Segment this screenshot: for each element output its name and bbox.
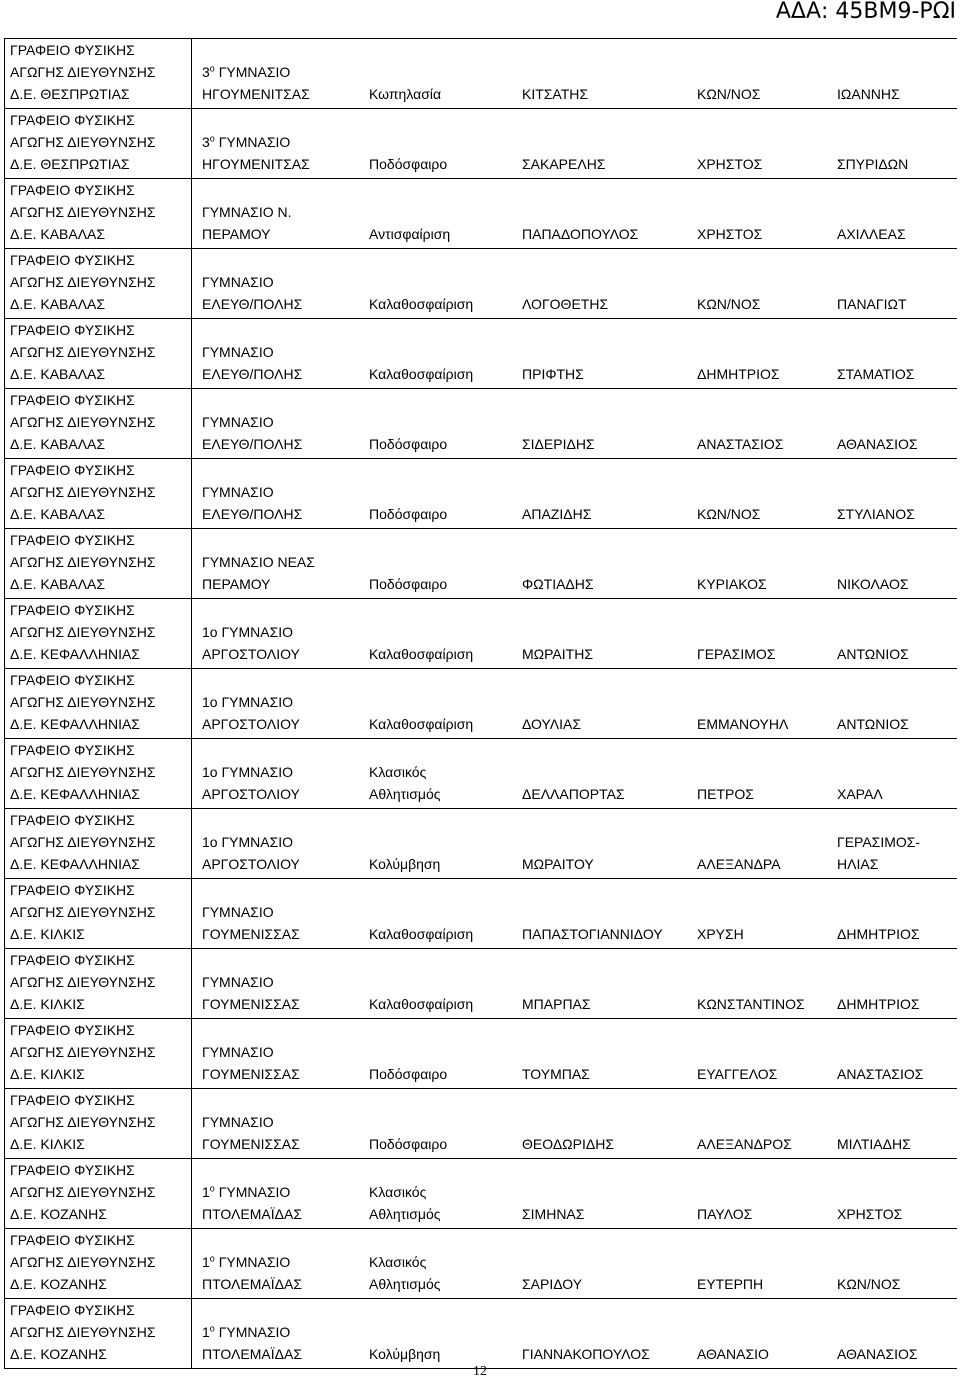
office-cell bbox=[5, 179, 192, 249]
table-row bbox=[5, 1299, 957, 1369]
first-name: ΧΡΗΣΤΟΣ bbox=[697, 156, 763, 172]
father-name bbox=[837, 573, 908, 595]
school-line: ΓΥΜΝΑΣΙΟ bbox=[202, 274, 274, 290]
sport bbox=[369, 993, 473, 1015]
father-name-line: ΔΗΜΗΤΡΙΟΣ bbox=[837, 996, 920, 1012]
office-cell bbox=[5, 809, 192, 879]
office-line: ΓΡΑΦΕΙΟ ΦΥΣΙΚΗΣ bbox=[10, 602, 135, 618]
father-name bbox=[837, 293, 907, 315]
office-line: ΓΡΑΦΕΙΟ ΦΥΣΙΚΗΣ bbox=[10, 882, 135, 898]
office-line: ΓΡΑΦΕΙΟ ΦΥΣΙΚΗΣ bbox=[10, 112, 135, 128]
school-line: ΠΕΡΑΜΟΥ bbox=[202, 576, 271, 592]
office-line: ΓΡΑΦΕΙΟ ΦΥΣΙΚΗΣ bbox=[10, 1232, 135, 1248]
school-name bbox=[202, 201, 291, 245]
office-line: ΑΓΩΓΗΣ ΔΙΕΥΘΥΝΣΗΣ bbox=[10, 484, 156, 500]
table-row bbox=[5, 809, 957, 879]
office-line: ΑΓΩΓΗΣ ΔΙΕΥΘΥΝΣΗΣ bbox=[10, 1114, 156, 1130]
entry-cell bbox=[192, 739, 957, 809]
father-name bbox=[837, 1203, 902, 1225]
father-name-line: ΜΙΛΤΙΑΔΗΣ bbox=[837, 1136, 911, 1152]
sport-line: Αντισφαίριση bbox=[369, 226, 451, 242]
school-name bbox=[202, 551, 315, 595]
surname: ΠΡΙΦΤΗΣ bbox=[522, 366, 584, 382]
sport-line: Καλαθοσφαίριση bbox=[369, 366, 474, 382]
first-name: ΕΜΜΑΝΟΥΗΛ bbox=[697, 716, 789, 732]
entry-cell bbox=[192, 879, 957, 949]
office-line: ΑΓΩΓΗΣ ΔΙΕΥΘΥΝΣΗΣ bbox=[10, 414, 156, 430]
school-name bbox=[202, 341, 302, 385]
school-line: ΓΟΥΜΕΝΙΣΣΑΣ bbox=[202, 926, 300, 942]
entry-cell bbox=[192, 1019, 957, 1089]
entry-cell bbox=[192, 459, 957, 529]
office-cell bbox=[5, 39, 192, 109]
office-line: ΑΓΩΓΗΣ ΔΙΕΥΘΥΝΣΗΣ bbox=[10, 1044, 156, 1060]
table-row bbox=[5, 249, 957, 319]
father-name bbox=[837, 83, 900, 105]
entry-cell bbox=[192, 179, 957, 249]
office-cell bbox=[5, 1299, 192, 1369]
office-cell bbox=[5, 319, 192, 389]
sport-line: Καλαθοσφαίριση bbox=[369, 296, 474, 312]
father-name-line: ΚΩΝ/ΝΟΣ bbox=[837, 1276, 901, 1292]
first-name: ΚΩΝΣΤΑΝΤΙΝΟΣ bbox=[697, 996, 805, 1012]
entry-cell bbox=[192, 1299, 957, 1369]
office-line: ΓΡΑΦΕΙΟ ΦΥΣΙΚΗΣ bbox=[10, 252, 135, 268]
school-line: ΓΥΜΝΑΣΙΟ bbox=[202, 1114, 274, 1130]
surname: ΛΟΓΟΘΕΤΗΣ bbox=[522, 296, 609, 312]
ordinal-superscript: ο bbox=[209, 63, 215, 74]
office-line: ΓΡΑΦΕΙΟ ΦΥΣΙΚΗΣ bbox=[10, 322, 135, 338]
table-row bbox=[5, 459, 957, 529]
father-name bbox=[837, 923, 920, 945]
school-line: ΓΥΜΝΑΣΙΟ ΝΕΑΣ bbox=[202, 554, 315, 570]
office-line: ΑΓΩΓΗΣ ΔΙΕΥΘΥΝΣΗΣ bbox=[10, 204, 156, 220]
office-line: ΓΡΑΦΕΙΟ ΦΥΣΙΚΗΣ bbox=[10, 42, 135, 58]
surname: ΤΟΥΜΠΑΣ bbox=[522, 1066, 590, 1082]
office-line: ΓΡΑΦΕΙΟ ΦΥΣΙΚΗΣ bbox=[10, 742, 135, 758]
school-line: ΠΤΟΛΕΜΑΪΔΑΣ bbox=[202, 1346, 302, 1362]
office-line: ΑΓΩΓΗΣ ΔΙΕΥΘΥΝΣΗΣ bbox=[10, 134, 156, 150]
office-cell bbox=[5, 389, 192, 459]
father-name bbox=[837, 1343, 918, 1365]
office-cell bbox=[5, 249, 192, 319]
table-row bbox=[5, 949, 957, 1019]
office-cell bbox=[5, 739, 192, 809]
ordinal-superscript: ο bbox=[209, 133, 215, 144]
first-name: ΚΩΝ/ΝΟΣ bbox=[697, 296, 761, 312]
school-name bbox=[202, 1111, 300, 1155]
students-table bbox=[4, 38, 957, 1369]
father-name bbox=[837, 433, 918, 455]
school-name bbox=[202, 971, 300, 1015]
office-line: Δ.Ε. ΚΕΦΑΛΛΗΝΙΑΣ bbox=[10, 786, 140, 802]
office-line: Δ.Ε. ΚΑΒΑΛΑΣ bbox=[10, 296, 106, 312]
office-cell bbox=[5, 1089, 192, 1159]
office-line: ΓΡΑΦΕΙΟ ΦΥΣΙΚΗΣ bbox=[10, 1022, 135, 1038]
office-line: Δ.Ε. ΚΑΒΑΛΑΣ bbox=[10, 366, 106, 382]
sport-line: Αθλητισμός bbox=[369, 1206, 441, 1222]
school-line: $1^o$ ΓΥΜΝΑΣΙΟ bbox=[202, 1323, 291, 1340]
father-name bbox=[837, 1063, 923, 1085]
father-name-line: ΑΝΤΩΝΙΟΣ bbox=[837, 716, 909, 732]
sport bbox=[369, 1181, 441, 1225]
father-name bbox=[837, 993, 920, 1015]
school-name bbox=[202, 131, 310, 175]
office-line: ΑΓΩΓΗΣ ΔΙΕΥΘΥΝΣΗΣ bbox=[10, 554, 156, 570]
school-line: ΗΓΟΥΜΕΝΙΤΣΑΣ bbox=[202, 86, 310, 102]
office-line: ΑΓΩΓΗΣ ΔΙΕΥΘΥΝΣΗΣ bbox=[10, 1254, 156, 1270]
entry-cell bbox=[192, 669, 957, 739]
father-name-line: ΧΡΗΣΤΟΣ bbox=[837, 1206, 903, 1222]
first-name: ΧΡΥΣΗ bbox=[697, 926, 744, 942]
sport bbox=[369, 293, 473, 315]
office-cell bbox=[5, 1159, 192, 1229]
father-name bbox=[837, 643, 909, 665]
office-line: ΑΓΩΓΗΣ ΔΙΕΥΘΥΝΣΗΣ bbox=[10, 1184, 156, 1200]
office-line: ΑΓΩΓΗΣ ΔΙΕΥΘΥΝΣΗΣ bbox=[10, 974, 156, 990]
sport bbox=[369, 433, 447, 455]
office-cell bbox=[5, 459, 192, 529]
sport bbox=[369, 83, 441, 105]
office-line: Δ.Ε. ΚΑΒΑΛΑΣ bbox=[10, 226, 106, 242]
office-line: ΓΡΑΦΕΙΟ ΦΥΣΙΚΗΣ bbox=[10, 1092, 135, 1108]
school-line: 1ο ΓΥΜΝΑΣΙΟ bbox=[202, 624, 294, 640]
sport-line: Αθλητισμός bbox=[369, 786, 441, 802]
office-cell bbox=[5, 879, 192, 949]
office-line: Δ.Ε. ΚΟΖΑΝΗΣ bbox=[10, 1346, 107, 1362]
surname: ΠΑΠΑΣΤΟΓΙΑΝΝΙΔΟΥ bbox=[522, 926, 663, 942]
entry-cell bbox=[192, 389, 957, 459]
office-line: ΓΡΑΦΕΙΟ ΦΥΣΙΚΗΣ bbox=[10, 462, 135, 478]
office-line: Δ.Ε. ΚΕΦΑΛΛΗΝΙΑΣ bbox=[10, 856, 140, 872]
father-name-line: ΠΑΝΑΓΙΩΤ bbox=[837, 296, 907, 312]
office-line: ΓΡΑΦΕΙΟ ΦΥΣΙΚΗΣ bbox=[10, 672, 135, 688]
surname: ΑΠΑΖΙΔΗΣ bbox=[522, 506, 592, 522]
office-line: Δ.Ε. ΚΕΦΑΛΛΗΝΙΑΣ bbox=[10, 646, 140, 662]
father-name bbox=[837, 1273, 900, 1295]
father-name-line: ΑΝΤΩΝΙΟΣ bbox=[837, 646, 909, 662]
first-name: ΚΩΝ/ΝΟΣ bbox=[697, 86, 761, 102]
sport-line: Κωπηλασία bbox=[369, 86, 442, 102]
sport-line: Καλαθοσφαίριση bbox=[369, 996, 474, 1012]
school-name bbox=[202, 1181, 302, 1225]
first-name: ΑΝΑΣΤΑΣΙΟΣ bbox=[697, 436, 784, 452]
first-name: ΔΗΜΗΤΡΙΟΣ bbox=[697, 366, 780, 382]
sport bbox=[369, 363, 473, 385]
entry-cell bbox=[192, 809, 957, 879]
entry-cell bbox=[192, 319, 957, 389]
school-line: ΑΡΓΟΣΤΟΛΙΟΥ bbox=[202, 856, 300, 872]
office-line: Δ.Ε. ΚΙΛΚΙΣ bbox=[10, 1066, 85, 1082]
surname: ΔΟΥΛΙΑΣ bbox=[522, 716, 582, 732]
table-row bbox=[5, 1019, 957, 1089]
table-row bbox=[5, 1089, 957, 1159]
school-line: $3^o$ ΓΥΜΝΑΣΙΟ bbox=[202, 63, 291, 80]
office-line: Δ.Ε. ΚΙΛΚΙΣ bbox=[10, 996, 85, 1012]
office-cell bbox=[5, 669, 192, 739]
first-name: ΚΥΡΙΑΚΟΣ bbox=[697, 576, 767, 592]
sport-line: Ποδόσφαιρο bbox=[369, 436, 448, 452]
sport-line: Καλαθοσφαίριση bbox=[369, 646, 474, 662]
office-line: Δ.Ε. ΚΑΒΑΛΑΣ bbox=[10, 506, 106, 522]
office-line: ΓΡΑΦΕΙΟ ΦΥΣΙΚΗΣ bbox=[10, 532, 135, 548]
school-line: ΓΟΥΜΕΝΙΣΣΑΣ bbox=[202, 1136, 300, 1152]
sport-line: Καλαθοσφαίριση bbox=[369, 926, 474, 942]
school-line: ΕΛΕΥΘ/ΠΟΛΗΣ bbox=[202, 366, 303, 382]
sport bbox=[369, 1343, 440, 1365]
father-name-line: ΓΕΡΑΣΙΜΟΣ- bbox=[837, 834, 921, 850]
school-line: ΕΛΕΥΘ/ΠΟΛΗΣ bbox=[202, 296, 303, 312]
first-name: ΑΛΕΞΑΝΔΡΑ bbox=[697, 856, 781, 872]
school-line: $1^o$ ΓΥΜΝΑΣΙΟ bbox=[202, 1183, 291, 1200]
school-line: ΓΥΜΝΑΣΙΟ bbox=[202, 344, 274, 360]
school-line: 1ο ΓΥΜΝΑΣΙΟ bbox=[202, 764, 294, 780]
office-cell bbox=[5, 949, 192, 1019]
office-line: ΑΓΩΓΗΣ ΔΙΕΥΘΥΝΣΗΣ bbox=[10, 624, 156, 640]
father-name-line: ΗΛΙΑΣ bbox=[837, 856, 879, 872]
father-name bbox=[837, 503, 915, 525]
school-line: $1^o$ ΓΥΜΝΑΣΙΟ bbox=[202, 1253, 291, 1270]
sport-line: Αθλητισμός bbox=[369, 1276, 441, 1292]
surname: ΣΙΔΕΡΙΔΗΣ bbox=[522, 436, 595, 452]
office-line: ΓΡΑΦΕΙΟ ΦΥΣΙΚΗΣ bbox=[10, 812, 135, 828]
school-line: ΓΥΜΝΑΣΙΟ Ν. bbox=[202, 204, 292, 220]
office-line: ΓΡΑΦΕΙΟ ΦΥΣΙΚΗΣ bbox=[10, 952, 135, 968]
table-row bbox=[5, 599, 957, 669]
school-line: ΓΟΥΜΕΝΙΣΣΑΣ bbox=[202, 1066, 300, 1082]
first-name: ΕΥΑΓΓΕΛΟΣ bbox=[697, 1066, 778, 1082]
office-line: ΑΓΩΓΗΣ ΔΙΕΥΘΥΝΣΗΣ bbox=[10, 904, 156, 920]
office-line: ΑΓΩΓΗΣ ΔΙΕΥΘΥΝΣΗΣ bbox=[10, 64, 156, 80]
father-name-line: ΑΧΙΛΛΕΑΣ bbox=[837, 226, 906, 242]
father-name bbox=[837, 223, 906, 245]
sport bbox=[369, 573, 447, 595]
school-name bbox=[202, 901, 300, 945]
office-line: Δ.Ε. ΚΟΖΑΝΗΣ bbox=[10, 1206, 107, 1222]
school-name bbox=[202, 61, 310, 105]
first-name: ΕΥΤΕΡΠΗ bbox=[697, 1276, 764, 1292]
surname: ΦΩΤΙΑΔΗΣ bbox=[522, 576, 594, 592]
school-name bbox=[202, 831, 300, 875]
office-cell bbox=[5, 599, 192, 669]
school-line: 1ο ΓΥΜΝΑΣΙΟ bbox=[202, 694, 294, 710]
school-line: ΕΛΕΥΘ/ΠΟΛΗΣ bbox=[202, 436, 303, 452]
surname: ΜΩΡΑΙΤΟΥ bbox=[522, 856, 594, 872]
table-row bbox=[5, 669, 957, 739]
sport-line: Ποδόσφαιρο bbox=[369, 576, 448, 592]
table-row bbox=[5, 179, 957, 249]
father-name-line: ΝΙΚΟΛΑΟΣ bbox=[837, 576, 909, 592]
table-row bbox=[5, 389, 957, 459]
office-line: ΓΡΑΦΕΙΟ ΦΥΣΙΚΗΣ bbox=[10, 1302, 135, 1318]
first-name: ΓΕΡΑΣΙΜΟΣ bbox=[697, 646, 776, 662]
first-name: ΑΘΑΝΑΣΙΟ bbox=[697, 1346, 769, 1362]
school-line: ΕΛΕΥΘ/ΠΟΛΗΣ bbox=[202, 506, 303, 522]
page-number: 12 bbox=[473, 1364, 487, 1379]
sport bbox=[369, 223, 450, 245]
office-line: ΑΓΩΓΗΣ ΔΙΕΥΘΥΝΣΗΣ bbox=[10, 694, 156, 710]
father-name-line: ΧΑΡΑΛ bbox=[837, 786, 883, 802]
school-line: ΓΥΜΝΑΣΙΟ bbox=[202, 414, 274, 430]
school-line: ΠΕΡΑΜΟΥ bbox=[202, 226, 271, 242]
father-name-line: ΣΠΥΡΙΔΩΝ bbox=[837, 156, 909, 172]
surname: ΚΙΤΣΑΤΗΣ bbox=[522, 86, 589, 102]
office-line: ΑΓΩΓΗΣ ΔΙΕΥΘΥΝΣΗΣ bbox=[10, 344, 156, 360]
school-name bbox=[202, 691, 300, 735]
sport-line: Ποδόσφαιρο bbox=[369, 506, 448, 522]
sport bbox=[369, 153, 447, 175]
entry-cell bbox=[192, 249, 957, 319]
surname: ΜΠΑΡΠΑΣ bbox=[522, 996, 591, 1012]
school-line: $3^o$ ΓΥΜΝΑΣΙΟ bbox=[202, 133, 291, 150]
entry-cell bbox=[192, 599, 957, 669]
office-line: Δ.Ε. ΘΕΣΠΡΩΤΙΑΣ bbox=[10, 156, 130, 172]
sport bbox=[369, 761, 441, 805]
office-cell bbox=[5, 109, 192, 179]
office-line: ΓΡΑΦΕΙΟ ΦΥΣΙΚΗΣ bbox=[10, 392, 135, 408]
table-row bbox=[5, 109, 957, 179]
sport bbox=[369, 503, 447, 525]
table-row bbox=[5, 879, 957, 949]
school-line: 1ο ΓΥΜΝΑΣΙΟ bbox=[202, 834, 294, 850]
entry-cell bbox=[192, 529, 957, 599]
first-name: ΠΕΤΡΟΣ bbox=[697, 786, 754, 802]
office-line: Δ.Ε. ΚΟΖΑΝΗΣ bbox=[10, 1276, 107, 1292]
sport bbox=[369, 1133, 447, 1155]
father-name bbox=[837, 831, 920, 875]
father-name-line: ΑΝΑΣΤΑΣΙΟΣ bbox=[837, 1066, 924, 1082]
office-line: Δ.Ε. ΚΑΒΑΛΑΣ bbox=[10, 436, 106, 452]
father-name bbox=[837, 1133, 911, 1155]
father-name-line: ΔΗΜΗΤΡΙΟΣ bbox=[837, 926, 920, 942]
sport bbox=[369, 923, 473, 945]
entry-cell bbox=[192, 1229, 957, 1299]
surname: ΔΕΛΛΑΠΟΡΤΑΣ bbox=[522, 786, 625, 802]
office-cell bbox=[5, 1019, 192, 1089]
office-line: ΑΓΩΓΗΣ ΔΙΕΥΘΥΝΣΗΣ bbox=[10, 764, 156, 780]
school-line: ΑΡΓΟΣΤΟΛΙΟΥ bbox=[202, 646, 300, 662]
first-name: ΠΑΥΛΟΣ bbox=[697, 1206, 753, 1222]
father-name bbox=[837, 363, 914, 385]
father-name-line: ΑΘΑΝΑΣΙΟΣ bbox=[837, 436, 918, 452]
school-line: ΠΤΟΛΕΜΑΪΔΑΣ bbox=[202, 1276, 302, 1292]
surname: ΠΑΠΑΔΟΠΟΥΛΟΣ bbox=[522, 226, 639, 242]
sport-line: Καλαθοσφαίριση bbox=[369, 716, 474, 732]
school-line: ΑΡΓΟΣΤΟΛΙΟΥ bbox=[202, 716, 300, 732]
table-row bbox=[5, 39, 957, 109]
surname: ΘΕΟΔΩΡΙΔΗΣ bbox=[522, 1136, 614, 1152]
ordinal-superscript: ο bbox=[209, 1323, 215, 1334]
school-line: ΑΡΓΟΣΤΟΛΙΟΥ bbox=[202, 786, 300, 802]
sport-line: Ποδόσφαιρο bbox=[369, 156, 448, 172]
office-line: ΓΡΑΦΕΙΟ ΦΥΣΙΚΗΣ bbox=[10, 1162, 135, 1178]
sport bbox=[369, 1063, 447, 1085]
sport-line: Κλασικός bbox=[369, 1184, 427, 1200]
surname: ΣΑΡΙΔΟΥ bbox=[522, 1276, 583, 1292]
school-line: ΠΤΟΛΕΜΑΪΔΑΣ bbox=[202, 1206, 302, 1222]
entry-cell bbox=[192, 949, 957, 1019]
ada-code: ΑΔΑ: 45ΒΜ9-ΡΩΙ bbox=[775, 0, 956, 24]
ordinal-superscript: ο bbox=[209, 1183, 215, 1194]
surname: ΜΩΡΑΙΤΗΣ bbox=[522, 646, 593, 662]
school-name bbox=[202, 1251, 302, 1295]
school-line: ΓΥΜΝΑΣΙΟ bbox=[202, 974, 274, 990]
school-line: ΓΥΜΝΑΣΙΟ bbox=[202, 484, 274, 500]
school-line: ΓΥΜΝΑΣΙΟ bbox=[202, 1044, 274, 1060]
sport-line: Ποδόσφαιρο bbox=[369, 1136, 448, 1152]
office-cell bbox=[5, 1229, 192, 1299]
office-line: Δ.Ε. ΘΕΣΠΡΩΤΙΑΣ bbox=[10, 86, 130, 102]
office-line: ΑΓΩΓΗΣ ΔΙΕΥΘΥΝΣΗΣ bbox=[10, 274, 156, 290]
table-row bbox=[5, 319, 957, 389]
table-row bbox=[5, 739, 957, 809]
office-line: Δ.Ε. ΚΑΒΑΛΑΣ bbox=[10, 576, 106, 592]
father-name bbox=[837, 153, 908, 175]
first-name: ΑΛΕΞΑΝΔΡΟΣ bbox=[697, 1136, 792, 1152]
father-name bbox=[837, 713, 909, 735]
office-line: ΑΓΩΓΗΣ ΔΙΕΥΘΥΝΣΗΣ bbox=[10, 834, 156, 850]
sport bbox=[369, 853, 440, 875]
sport-line: Κολύμβηση bbox=[369, 856, 441, 872]
sport-line: Ποδόσφαιρο bbox=[369, 1066, 448, 1082]
office-line: ΑΓΩΓΗΣ ΔΙΕΥΘΥΝΣΗΣ bbox=[10, 1324, 156, 1340]
table-row bbox=[5, 1229, 957, 1299]
office-line: Δ.Ε. ΚΙΛΚΙΣ bbox=[10, 1136, 85, 1152]
first-name: ΧΡΗΣΤΟΣ bbox=[697, 226, 763, 242]
entry-cell bbox=[192, 1159, 957, 1229]
father-name-line: ΣΤΑΜΑΤΙΟΣ bbox=[837, 366, 915, 382]
school-name bbox=[202, 761, 300, 805]
sport bbox=[369, 713, 473, 735]
office-cell bbox=[5, 529, 192, 599]
table-row bbox=[5, 529, 957, 599]
surname: ΓΙΑΝΝΑΚΟΠΟΥΛΟΣ bbox=[522, 1346, 650, 1362]
father-name bbox=[837, 783, 883, 805]
surname: ΣΙΜΗΝΑΣ bbox=[522, 1206, 585, 1222]
entry-cell bbox=[192, 1089, 957, 1159]
sport-line: Κλασικός bbox=[369, 1254, 427, 1270]
school-name bbox=[202, 411, 302, 455]
ordinal-superscript: ο bbox=[209, 1253, 215, 1264]
sport-line: Κολύμβηση bbox=[369, 1346, 441, 1362]
school-line: ΓΥΜΝΑΣΙΟ bbox=[202, 904, 274, 920]
office-line: Δ.Ε. ΚΙΛΚΙΣ bbox=[10, 926, 85, 942]
father-name-line: ΙΩΑΝΝΗΣ bbox=[837, 86, 900, 102]
school-name bbox=[202, 1321, 302, 1365]
office-line: Δ.Ε. ΚΕΦΑΛΛΗΝΙΑΣ bbox=[10, 716, 140, 732]
office-line: ΓΡΑΦΕΙΟ ΦΥΣΙΚΗΣ bbox=[10, 182, 135, 198]
school-line: ΓΟΥΜΕΝΙΣΣΑΣ bbox=[202, 996, 300, 1012]
father-name-line: ΣΤΥΛΙΑΝΟΣ bbox=[837, 506, 915, 522]
surname: ΣΑΚΑΡΕΛΗΣ bbox=[522, 156, 606, 172]
sport bbox=[369, 1251, 441, 1295]
school-name bbox=[202, 621, 300, 665]
school-line: ΗΓΟΥΜΕΝΙΤΣΑΣ bbox=[202, 156, 310, 172]
sport bbox=[369, 643, 473, 665]
first-name: ΚΩΝ/ΝΟΣ bbox=[697, 506, 761, 522]
father-name-line: ΑΘΑΝΑΣΙΟΣ bbox=[837, 1346, 918, 1362]
table-row bbox=[5, 1159, 957, 1229]
entry-cell bbox=[192, 39, 957, 109]
entry-cell bbox=[192, 109, 957, 179]
sport-line: Κλασικός bbox=[369, 764, 427, 780]
school-name bbox=[202, 1041, 300, 1085]
school-name bbox=[202, 271, 302, 315]
table-body bbox=[5, 39, 957, 1369]
school-name bbox=[202, 481, 302, 525]
